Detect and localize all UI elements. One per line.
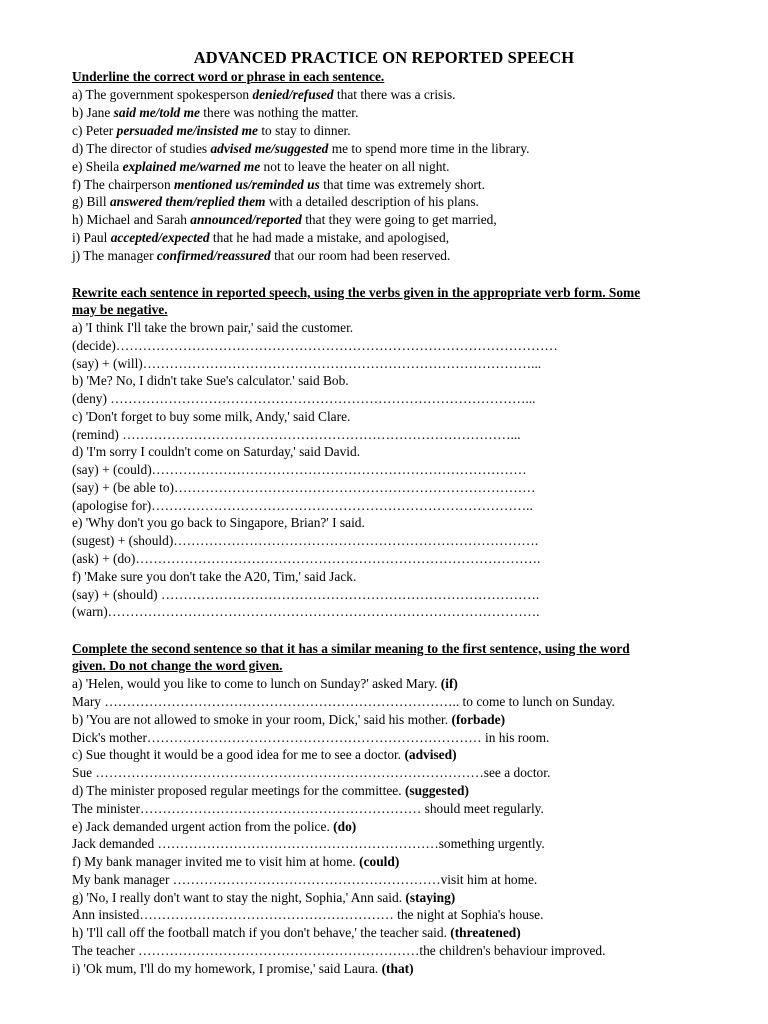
s1-item: d) The director of studies advised me/suggested me to spend more time in the library. — [72, 141, 530, 156]
page-title: ADVANCED PRACTICE ON REPORTED SPEECH — [193, 48, 575, 67]
s1-item: f) The chairperson mentioned us/reminded us that time was extremely short. — [72, 177, 485, 192]
s2-line: e) 'Why don't you go back to Singapore, Brian?' I said. — [72, 515, 365, 530]
given-word: (do) — [333, 819, 357, 834]
s2-answer-line: (warn)……………………………………………………………………………………. — [72, 604, 540, 619]
s3-answer-line: Ann insisted………………………………………………… the night at Sophia's house. — [72, 907, 544, 922]
section-1-heading: Underline the correct word or phrase in each sentence. — [72, 69, 385, 84]
s1-item: e) Sheila explained me/warned me not to leave the heater on all night. — [72, 159, 450, 174]
s2-answer-line: (say) + (be able to)……………………………………………………………………… — [72, 480, 536, 495]
given-word: (that) — [381, 961, 414, 976]
s2-line: f) 'Make sure you don't take the A20, Tim,' said Jack. — [72, 569, 357, 584]
s3-line: d) The minister proposed regular meetings for the committee. (suggested) — [72, 783, 469, 798]
s3-line: g) 'No, I really don't want to stay the night, Sophia,' Ann said. (staying) — [72, 890, 456, 905]
s2-answer-line: (remind) ……………………………………………………………………………... — [72, 427, 521, 442]
given-word: (staying) — [405, 890, 456, 905]
s3-answer-line: Mary …………………………………………………………………….. to come to lunch on Sunday. — [72, 694, 615, 709]
s2-line: b) 'Me? No, I didn't take Sue's calculator.' said Bob. — [72, 373, 349, 388]
s1-item: h) Michael and Sarah announced/reported that they were going to get married, — [72, 212, 497, 227]
s2-line: d) 'I'm sorry I couldn't come on Saturday,' said David. — [72, 444, 361, 459]
s2-answer-line: (apologise for)………………………………………………………………………….. — [72, 498, 533, 513]
section-2-heading: Rewrite each sentence in reported speech, using the verbs given in the appropriate verb form. Some — [72, 285, 641, 300]
s1-item: g) Bill answered them/replied them with a detailed description of his plans. — [72, 194, 479, 209]
given-word: (could) — [359, 854, 400, 869]
s1-item: a) The government spokesperson denied/refused that there was a crisis. — [72, 87, 456, 102]
given-word: (threatened) — [450, 925, 521, 940]
s2-answer-line: (sugest) + (should)………………………………………………………………………. — [72, 533, 539, 548]
section-3-heading-cont: given. Do not change the word given. — [72, 658, 283, 673]
section-3-heading: Complete the second sentence so that it has a similar meaning to the first sentence, using the word — [72, 641, 630, 656]
s1-item: c) Peter persuaded me/insisted me to stay to dinner. — [72, 123, 351, 138]
s3-answer-line: My bank manager ……………………………………………………visit him at home. — [72, 872, 538, 887]
s3-line: c) Sue thought it would be a good idea for me to see a doctor. (advised) — [72, 747, 457, 762]
s2-line: a) 'I think I'll take the brown pair,' said the customer. — [72, 320, 354, 335]
s3-line: a) 'Helen, would you like to come to lunch on Sunday?' asked Mary. (if) — [72, 676, 458, 691]
s3-answer-line: Dick's mother………………………………………………………………… in his room. — [72, 730, 550, 745]
s3-line: e) Jack demanded urgent action from the police. (do) — [72, 819, 357, 834]
given-word: (advised) — [404, 747, 457, 762]
s1-item: j) The manager confirmed/reassured that our room had been reserved. — [72, 248, 451, 263]
s1-item: i) Paul accepted/expected that he had made a mistake, and apologised, — [72, 230, 450, 245]
s2-answer-line: (ask) + (do)………………………………………………………………………………. — [72, 551, 541, 566]
s3-answer-line: Sue ……………………………………………………………………………see a doctor. — [72, 765, 551, 780]
s3-answer-line: The minister……………………………………………………… should meet regularly. — [72, 801, 544, 816]
section-2-heading-cont: may be negative. — [72, 302, 168, 317]
s3-line: h) 'I'll call off the football match if you don't behave,' the teacher said. (threatened) — [72, 925, 521, 940]
s3-line: f) My bank manager invited me to visit him at home. (could) — [72, 854, 400, 869]
given-word: (forbade) — [451, 712, 506, 727]
s2-answer-line: (decide)……………………………………………………………………………………… — [72, 338, 558, 353]
s2-answer-line: (deny) …………………………………………………………………………………... — [72, 391, 536, 406]
s3-line: i) 'Ok mum, I'll do my homework, I promise,' said Laura. (that) — [72, 961, 414, 976]
s2-answer-line: (say) + (will)……………………………………………………………………………... — [72, 356, 542, 371]
s2-line: c) 'Don't forget to buy some milk, Andy,' said Clare. — [72, 409, 351, 424]
given-word: (suggested) — [404, 783, 469, 798]
given-word: (if) — [440, 676, 458, 691]
s1-item: b) Jane said me/told me there was nothing the matter. — [72, 105, 359, 120]
s3-answer-line: The teacher ………………………………………………………the children's behaviour improved. — [72, 943, 606, 958]
s2-answer-line: (say) + (should) …………………………………………………………………………. — [72, 587, 540, 602]
s2-answer-line: (say) + (could)………………………………………………………………………… — [72, 462, 527, 477]
s3-line: b) 'You are not allowed to smoke in your room, Dick,' said his mother. (forbade) — [72, 712, 506, 727]
s3-answer-line: Jack demanded ………………………………………………………something urgently. — [72, 836, 545, 851]
